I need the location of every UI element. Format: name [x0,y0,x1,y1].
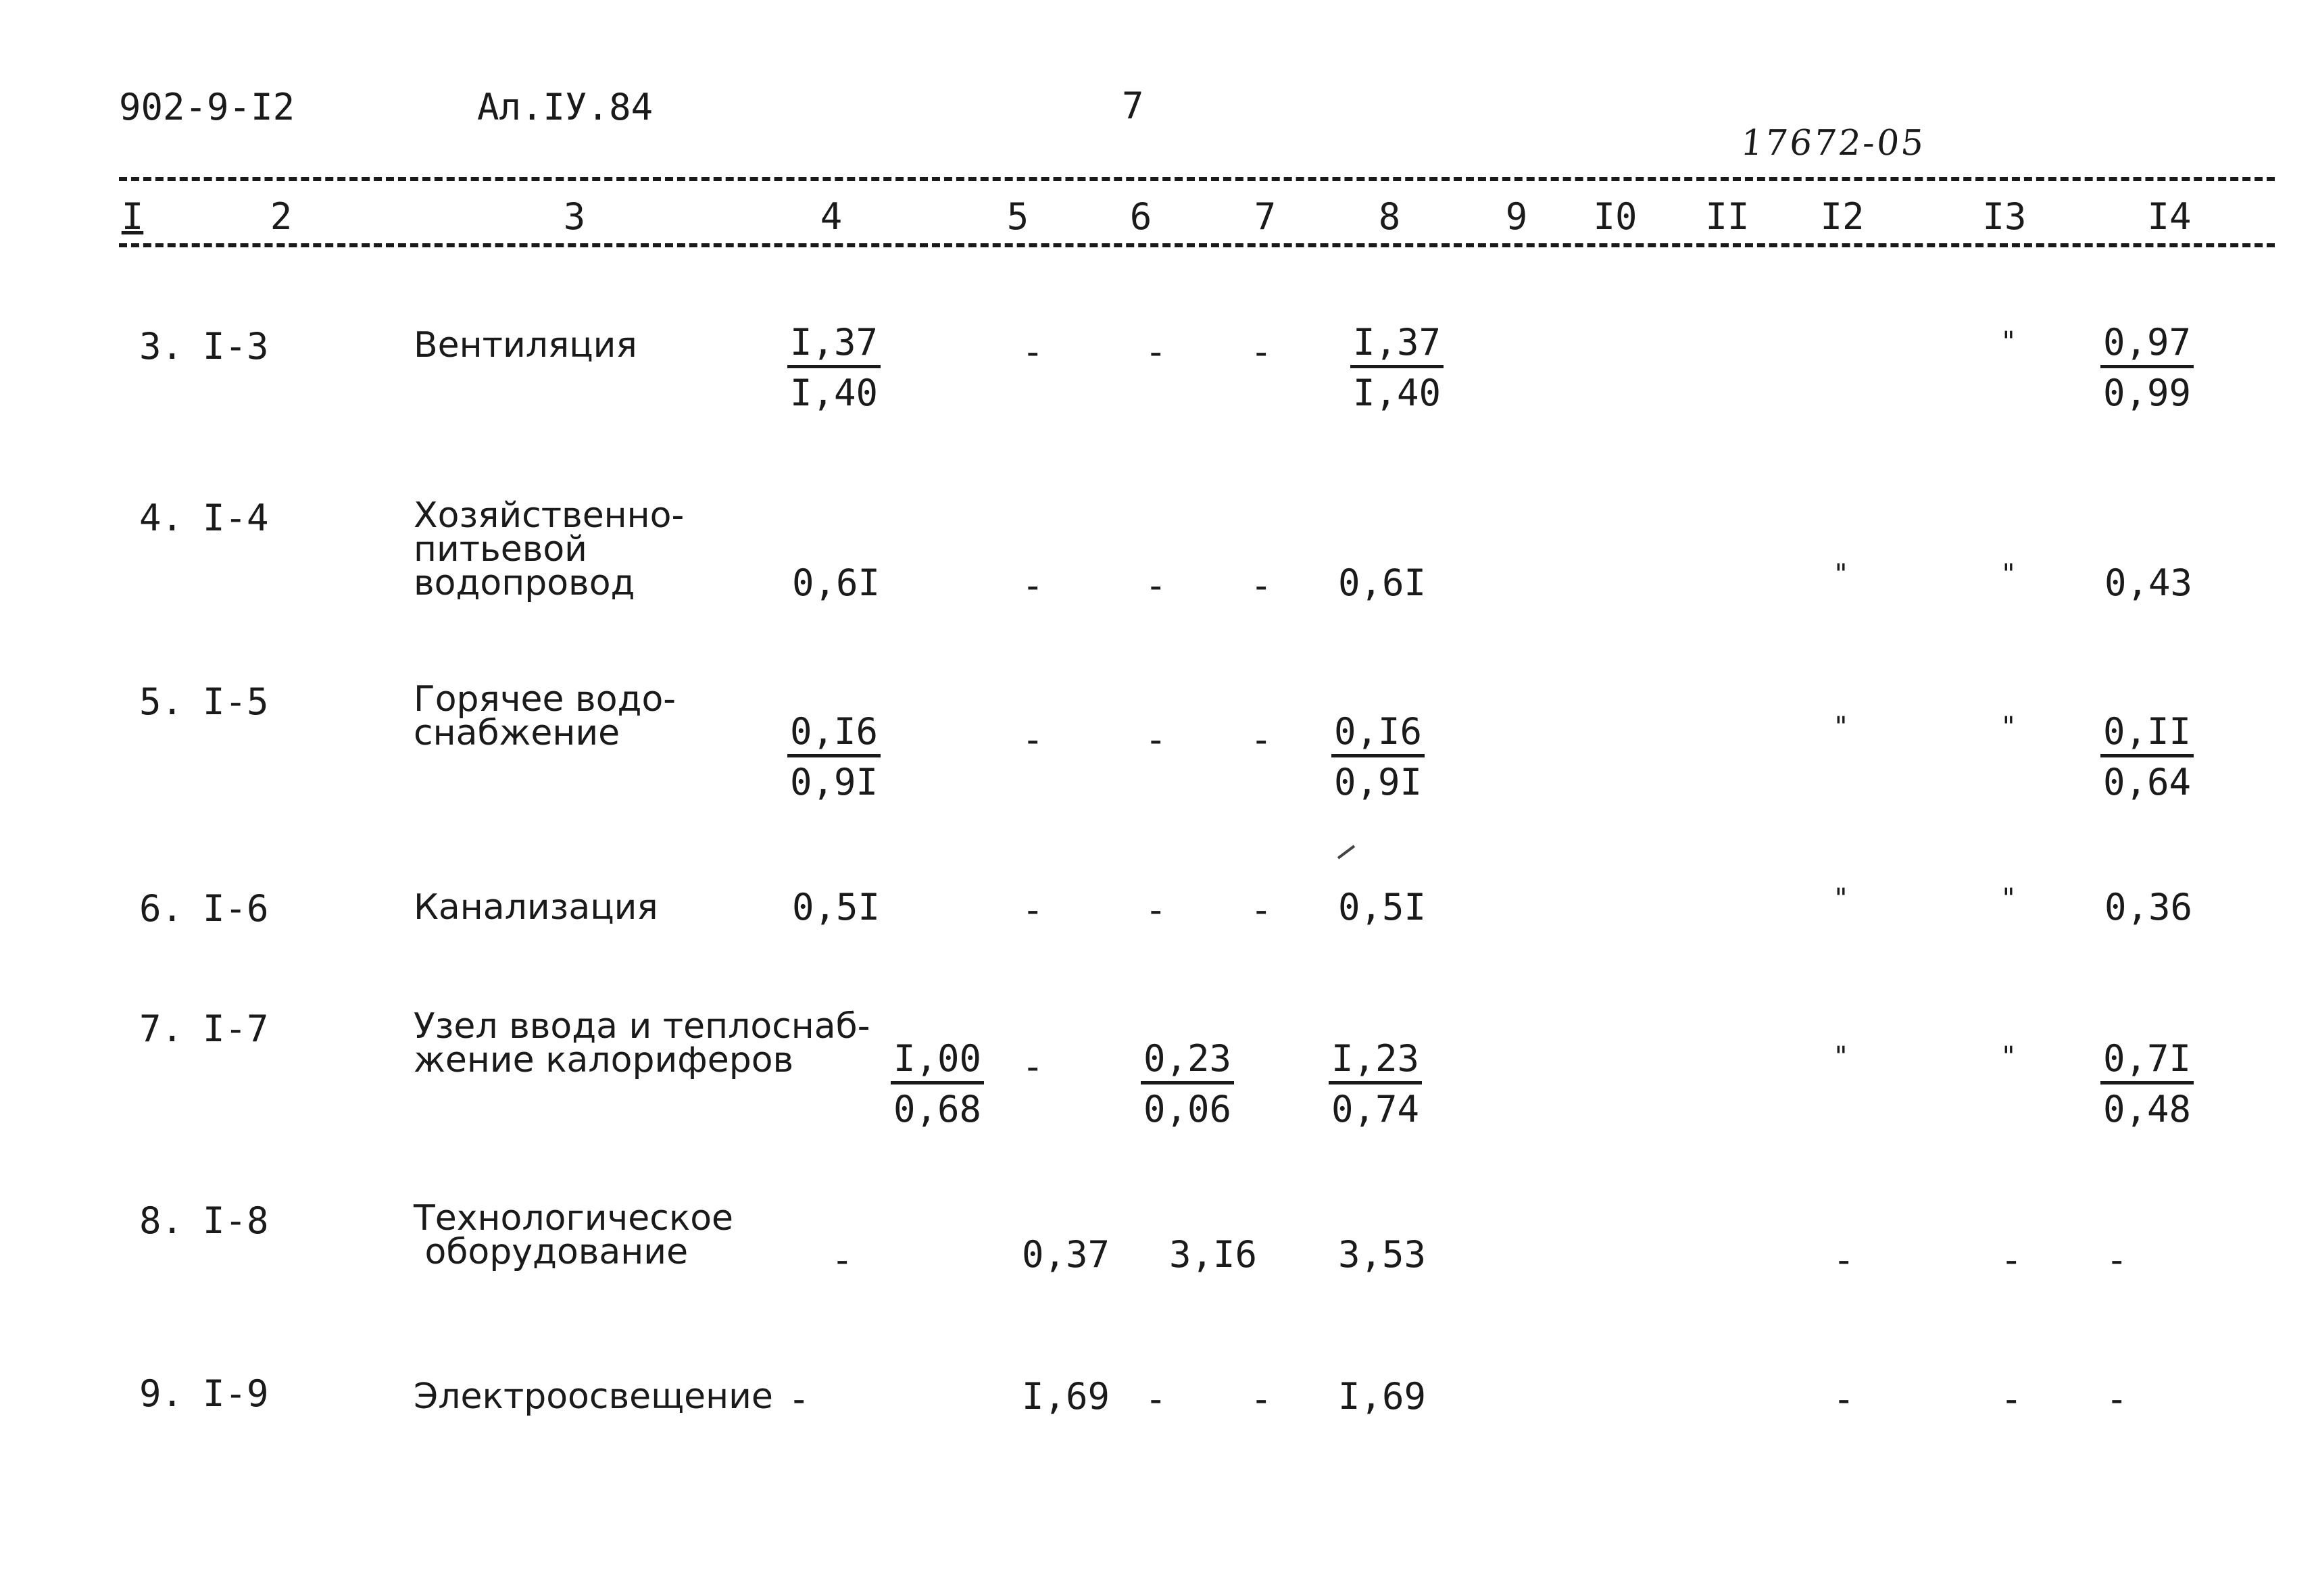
col5-value: 0,37 [1022,1233,1110,1276]
header-rule-bottom [119,243,2275,247]
col6-fraction [1141,1037,1234,1130]
col6-value-bottom: 0,06 [1143,1088,1232,1130]
project-code: 902-9-I2 [119,86,295,128]
header-rule-top [119,177,2275,181]
col12-ditto: " [1833,559,1850,590]
col14-value-top: 0,97 [2100,324,2194,368]
column-number-11: II [1705,195,1750,238]
row-number: 8. [139,1199,184,1242]
col4-value-bottom: 0,68 [893,1088,982,1130]
col8-fraction [1331,710,1425,803]
column-number-8: 8 [1378,195,1401,238]
col12-value: - [1833,1378,1855,1420]
row-code: I-9 [203,1372,269,1415]
row-number: 9. [139,1372,184,1415]
row-number: 3. [139,325,184,368]
col6-value: - [1145,330,1167,373]
album-number: Ал.IУ.84 [477,86,654,128]
col13-value: - [2000,1378,2023,1420]
col14-value-bottom: 0,99 [2103,372,2192,414]
col4-fraction [891,1037,984,1130]
col8-value-bottom: I,40 [1353,372,1442,414]
col7-value: - [1250,718,1273,761]
col14-value-top: 0,II [2100,714,2194,757]
column-number-3: 3 [563,195,586,238]
col8-value-bottom: 0,74 [1331,1088,1420,1130]
col4-value: 0,6I [792,562,881,604]
col14-value: - [2106,1378,2128,1420]
column-number-10: I0 [1593,195,1637,238]
col8-value: 0,6I [1338,562,1427,604]
col8-value-top: I,37 [1350,324,1444,368]
col12-ditto: " [1833,712,1850,743]
column-number-6: 6 [1129,195,1152,238]
column-number-1: I [121,195,144,238]
col7-value: - [1250,564,1273,607]
col14-value: 0,36 [2104,886,2193,928]
col13-ditto: " [2000,559,2017,590]
col4-value-top: 0,I6 [787,714,881,757]
column-number-5: 5 [1006,195,1029,238]
col5-value: - [1022,330,1044,373]
column-number-9: 9 [1505,195,1528,238]
row-code: I-7 [203,1007,269,1050]
row-name: Технологическое оборудование [414,1198,734,1272]
col6-value: - [1145,718,1167,761]
col7-value: - [1250,889,1273,931]
col8-value-top: I,23 [1329,1041,1422,1084]
col13-ditto: " [2000,326,2017,357]
col6-value: - [1145,564,1167,607]
col12-value: - [1833,1239,1855,1281]
col14-fraction [2100,710,2194,803]
column-number-13: I3 [1982,195,2027,238]
doc-number-stamp: 17672-05 [1738,123,1928,164]
row-name: Канализация [414,887,658,928]
col5-value: - [1022,1045,1044,1088]
row-code: I-3 [203,325,269,368]
col14-value-bottom: 0,64 [2103,761,2192,803]
col12-ditto: " [1833,1041,1850,1072]
col4-fraction [787,710,881,803]
row-code: I-4 [203,497,269,539]
col4-value: - [831,1239,854,1281]
col6-value: 3,I6 [1169,1233,1258,1276]
row-name: Узел ввода и теплоснаб- жение калориферов [414,1006,870,1080]
col14-fraction [2100,321,2194,414]
col5-value: - [1022,889,1044,931]
row-code: I-8 [203,1199,269,1242]
row-name: Электроосвещение [414,1376,773,1417]
row-name: Горячее водо- снабжение [414,679,676,753]
row-number: 7. [139,1007,184,1050]
col4-value: - [788,1378,810,1420]
col14-value-bottom: 0,48 [2103,1088,2192,1130]
col12-ditto: " [1833,883,1850,914]
row-name: Вентиляция [414,325,637,366]
col4-value-top: I,00 [891,1041,984,1084]
column-number-7: 7 [1254,195,1277,238]
col8-value: I,69 [1338,1375,1427,1418]
col5-value: - [1022,718,1044,761]
col13-value: - [2000,1239,2023,1281]
col13-ditto: " [2000,1041,2017,1072]
col8-value: 3,53 [1338,1233,1427,1276]
page-number: 7 [1122,84,1144,127]
row-code: I-6 [203,887,269,930]
col14-value-top: 0,7I [2100,1041,2194,1084]
col14-value: 0,43 [2104,562,2193,604]
column-number-12: I2 [1820,195,1865,238]
col6-value: - [1145,889,1167,931]
col13-ditto: " [2000,883,2017,914]
col5-value: - [1022,564,1044,607]
col8-fraction [1350,321,1444,414]
row-number: 5. [139,680,184,723]
col6-value: - [1145,1378,1167,1420]
col8-fraction [1329,1037,1422,1130]
pen-tick-mark [1335,842,1358,862]
row-number: 4. [139,497,184,539]
col7-value: - [1250,330,1273,373]
col4-fraction [787,321,881,414]
col4-value-bottom: I,40 [790,372,879,414]
col6-value-top: 0,23 [1141,1041,1234,1084]
row-code: I-5 [203,680,269,723]
column-number-2: 2 [270,195,293,238]
column-number-14: I4 [2147,195,2192,238]
col8-value-top: 0,I6 [1331,714,1425,757]
col13-ditto: " [2000,712,2017,743]
col8-value-bottom: 0,9I [1334,761,1423,803]
col8-value: 0,5I [1338,886,1427,928]
col4-value: 0,5I [792,886,881,928]
row-number: 6. [139,887,184,930]
col5-value: I,69 [1022,1375,1110,1418]
col4-value-bottom: 0,9I [790,761,879,803]
column-number-4: 4 [820,195,843,238]
col7-value: - [1250,1378,1273,1420]
col14-fraction [2100,1037,2194,1130]
col4-value-top: I,37 [787,324,881,368]
col14-value: - [2106,1239,2128,1281]
row-name: Хозяйственно- питьевой водопровод [414,495,685,603]
